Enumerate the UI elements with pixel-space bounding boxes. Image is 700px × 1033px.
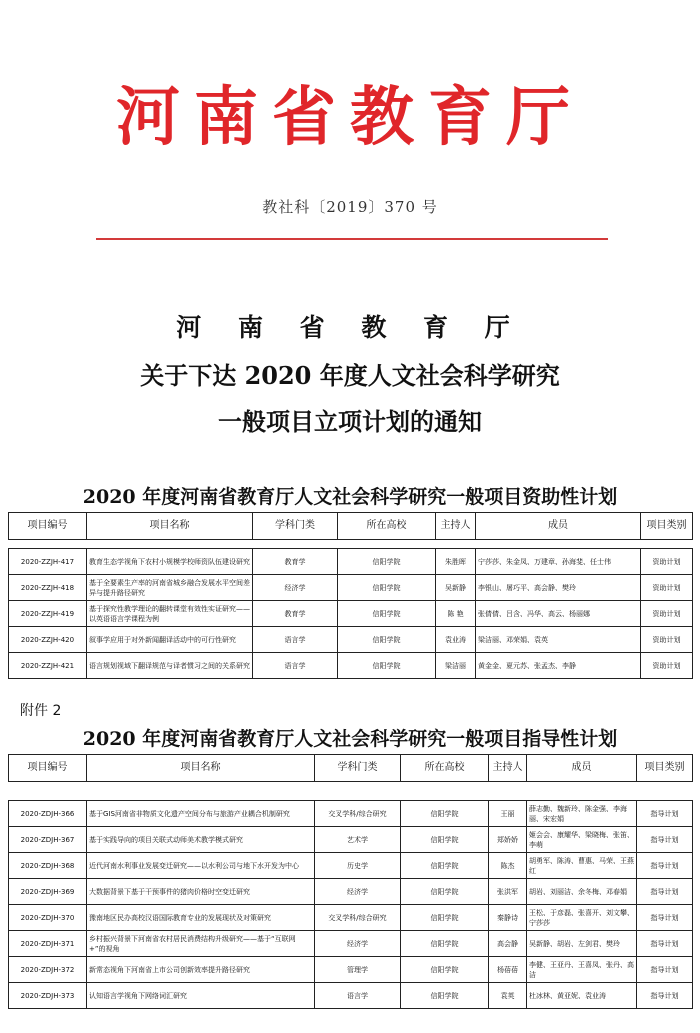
table-row — [9, 601, 693, 627]
project-type-cell: 指导计划 — [637, 879, 693, 905]
project-school-cell: 信阳学院 — [401, 905, 489, 931]
col-header-name: 项目名称 — [87, 755, 315, 782]
section1-title: 2020 年度河南省教育厅人文社会科学研究一般项目资助性计划 — [82, 486, 618, 508]
table-row — [9, 627, 693, 653]
letterhead-title: 河南省教育厅 — [116, 80, 584, 155]
project-field-cell: 经济学 — [253, 575, 338, 601]
project-name-cell: 语言规划视域下翻译规范与译者惯习之间的关系研究 — [87, 653, 253, 679]
table-row — [9, 653, 693, 679]
project-members-cell: 王松、于彦磊、张喜开、刘文攀、宁莎莎 — [527, 905, 637, 931]
project-leader-cell: 杨蓓蓓 — [489, 957, 527, 983]
project-members-cell: 黄金金、夏元苏、张孟杰、李静 — [476, 653, 641, 679]
project-name-cell: 乡村振兴背景下河南省农村居民消费结构升级研究——基于“互联网+”的视角 — [87, 931, 315, 957]
project-id-cell: 2020-ZDJH-366 — [9, 801, 87, 827]
project-id-cell: 2020-ZDJH-372 — [9, 957, 87, 983]
notice-title-line1: 关于下达 2020 年度人文社会科学研究 — [140, 361, 560, 390]
project-members-cell: 杜冰林、黄亚妮、袁业涛 — [527, 983, 637, 1009]
project-type-cell: 指导计划 — [637, 983, 693, 1009]
project-school-cell: 信阳学院 — [338, 653, 436, 679]
project-school-cell: 信阳学院 — [401, 983, 489, 1009]
project-name-cell: 大数据背景下基于干预事件的猪肉价格时空变迁研究 — [87, 879, 315, 905]
section1-header-row — [9, 513, 693, 540]
project-field-cell: 经济学 — [315, 879, 401, 905]
table-row — [9, 801, 693, 827]
annex-label: 附件 2 — [20, 703, 62, 719]
project-id-cell: 2020-ZZJH-419 — [9, 601, 87, 627]
project-school-cell: 信阳学院 — [338, 627, 436, 653]
project-leader-cell: 梁洁丽 — [436, 653, 476, 679]
project-members-cell: 梁洁丽、邓荣娟、袁英 — [476, 627, 641, 653]
project-id-cell: 2020-ZDJH-370 — [9, 905, 87, 931]
project-id-cell: 2020-ZDJH-373 — [9, 983, 87, 1009]
project-type-cell: 指导计划 — [637, 931, 693, 957]
project-id-cell: 2020-ZDJH-367 — [9, 827, 87, 853]
project-type-cell: 资助计划 — [641, 627, 693, 653]
project-school-cell: 信阳学院 — [401, 801, 489, 827]
project-field-cell: 历史学 — [315, 853, 401, 879]
col-header-leader: 主持人 — [489, 755, 527, 782]
project-school-cell: 信阳学院 — [338, 549, 436, 575]
project-members-cell: 李健、王亚丹、王喜凤、张丹、高洁 — [527, 957, 637, 983]
project-leader-cell: 秦静诗 — [489, 905, 527, 931]
project-name-cell: 新常态视角下河南省上市公司创新效率提升路径研究 — [87, 957, 315, 983]
project-id-cell: 2020-ZZJH-421 — [9, 653, 87, 679]
col-header-field: 学科门类 — [315, 755, 401, 782]
project-school-cell: 信阳学院 — [401, 879, 489, 905]
col-header-members: 成员 — [527, 755, 637, 782]
project-name-cell: 基于GIS河南省非物质文化遗产空间分布与旅游产业耦合机制研究 — [87, 801, 315, 827]
project-field-cell: 语言学 — [315, 983, 401, 1009]
col-header-id: 项目编号 — [9, 755, 87, 782]
project-name-cell: 基于实践导向的项目关联式动师美术教学模式研究 — [87, 827, 315, 853]
col-header-school: 所在高校 — [401, 755, 489, 782]
section2-header-row — [9, 755, 693, 782]
project-leader-cell: 高会静 — [489, 931, 527, 957]
project-members-cell: 胡岩、刘丽洁、余冬梅、邓春娟 — [527, 879, 637, 905]
col-header-field: 学科门类 — [253, 513, 338, 540]
red-divider — [96, 238, 608, 240]
project-leader-cell: 袁业涛 — [436, 627, 476, 653]
project-leader-cell: 王丽 — [489, 801, 527, 827]
col-header-type: 项目类别 — [641, 513, 693, 540]
section2-table — [8, 800, 693, 1009]
table-row — [9, 905, 693, 931]
project-id-cell: 2020-ZZJH-417 — [9, 549, 87, 575]
table-row — [9, 549, 693, 575]
project-members-cell: 李银山、屠巧平、高会静、樊玲 — [476, 575, 641, 601]
project-leader-cell: 郑娇娇 — [489, 827, 527, 853]
project-id-cell: 2020-ZDJH-368 — [9, 853, 87, 879]
project-school-cell: 信阳学院 — [401, 853, 489, 879]
table-row — [9, 853, 693, 879]
section1-header-table — [8, 512, 693, 540]
project-field-cell: 经济学 — [315, 931, 401, 957]
project-leader-cell: 陈 艳 — [436, 601, 476, 627]
project-id-cell: 2020-ZDJH-371 — [9, 931, 87, 957]
project-type-cell: 资助计划 — [641, 653, 693, 679]
col-header-leader: 主持人 — [436, 513, 476, 540]
table-row — [9, 575, 693, 601]
project-members-cell: 姬会会、康耀华、梁晓梅、张笛、李萌 — [527, 827, 637, 853]
project-leader-cell: 吴新静 — [436, 575, 476, 601]
issuer-name: 河 南 省 教 育 厅 — [176, 313, 524, 342]
project-id-cell: 2020-ZZJH-418 — [9, 575, 87, 601]
project-members-cell: 胡勇军、陈涛、曹惠、马荣、王燕红 — [527, 853, 637, 879]
col-header-id: 项目编号 — [9, 513, 87, 540]
project-name-cell: 教育生态学视角下农村小规模学校师资队伍建设研究 — [87, 549, 253, 575]
project-type-cell: 资助计划 — [641, 575, 693, 601]
project-id-cell: 2020-ZZJH-420 — [9, 627, 87, 653]
project-type-cell: 资助计划 — [641, 601, 693, 627]
project-field-cell: 语言学 — [253, 653, 338, 679]
col-header-members: 成员 — [476, 513, 641, 540]
project-leader-cell: 朱胜晖 — [436, 549, 476, 575]
project-field-cell: 管理学 — [315, 957, 401, 983]
project-type-cell: 指导计划 — [637, 801, 693, 827]
project-field-cell: 交叉学科/综合研究 — [315, 801, 401, 827]
col-header-type: 项目类别 — [637, 755, 693, 782]
document-number: 教社科〔2019〕370 号 — [262, 198, 438, 216]
project-school-cell: 信阳学院 — [401, 827, 489, 853]
col-header-name: 项目名称 — [87, 513, 253, 540]
table-row — [9, 957, 693, 983]
project-leader-cell: 张洪军 — [489, 879, 527, 905]
project-field-cell: 艺术学 — [315, 827, 401, 853]
project-name-cell: 近代河南水利事业发展变迁研究——以水利公司与地下水开发为中心 — [87, 853, 315, 879]
project-school-cell: 信阳学院 — [401, 957, 489, 983]
project-school-cell: 信阳学院 — [401, 931, 489, 957]
project-name-cell: 叙事学应用于对外新闻翻译活动中的可行性研究 — [87, 627, 253, 653]
project-name-cell: 基于全要素生产率的河南省城乡融合发展水平空间差异与提升路径研究 — [87, 575, 253, 601]
project-type-cell: 资助计划 — [641, 549, 693, 575]
section2-header-table — [8, 754, 693, 782]
project-members-cell: 宁莎莎、朱金凤、万建章、孙海斐、任士伟 — [476, 549, 641, 575]
project-members-cell: 薛志勤、魏新玲、陈金强、李海丽、宋宏娟 — [527, 801, 637, 827]
table-row — [9, 827, 693, 853]
notice-title-line2: 一般项目立项计划的通知 — [218, 407, 482, 436]
project-members-cell: 张倩倩、吕含、冯华、高云、杨丽娜 — [476, 601, 641, 627]
project-leader-cell: 陈杰 — [489, 853, 527, 879]
project-id-cell: 2020-ZDJH-369 — [9, 879, 87, 905]
col-header-school: 所在高校 — [338, 513, 436, 540]
project-type-cell: 指导计划 — [637, 957, 693, 983]
project-field-cell: 交叉学科/综合研究 — [315, 905, 401, 931]
project-field-cell: 教育学 — [253, 601, 338, 627]
project-type-cell: 指导计划 — [637, 827, 693, 853]
project-school-cell: 信阳学院 — [338, 575, 436, 601]
table-row — [9, 983, 693, 1009]
table-row — [9, 879, 693, 905]
project-leader-cell: 袁英 — [489, 983, 527, 1009]
project-school-cell: 信阳学院 — [338, 601, 436, 627]
section1-table — [8, 548, 693, 679]
section2-title: 2020 年度河南省教育厅人文社会科学研究一般项目指导性计划 — [82, 728, 618, 750]
project-name-cell: 豫南地区民办高校汉语国际教育专业的发展现状及对策研究 — [87, 905, 315, 931]
table-row — [9, 931, 693, 957]
project-type-cell: 指导计划 — [637, 853, 693, 879]
project-type-cell: 指导计划 — [637, 905, 693, 931]
project-name-cell: 认知语言学视角下网络词汇研究 — [87, 983, 315, 1009]
project-field-cell: 语言学 — [253, 627, 338, 653]
project-name-cell: 基于探究性教学理论的翻转课堂有效性实证研究——以英语语言学课程为例 — [87, 601, 253, 627]
project-members-cell: 吴新静、胡岩、左剑君、樊玲 — [527, 931, 637, 957]
project-field-cell: 教育学 — [253, 549, 338, 575]
